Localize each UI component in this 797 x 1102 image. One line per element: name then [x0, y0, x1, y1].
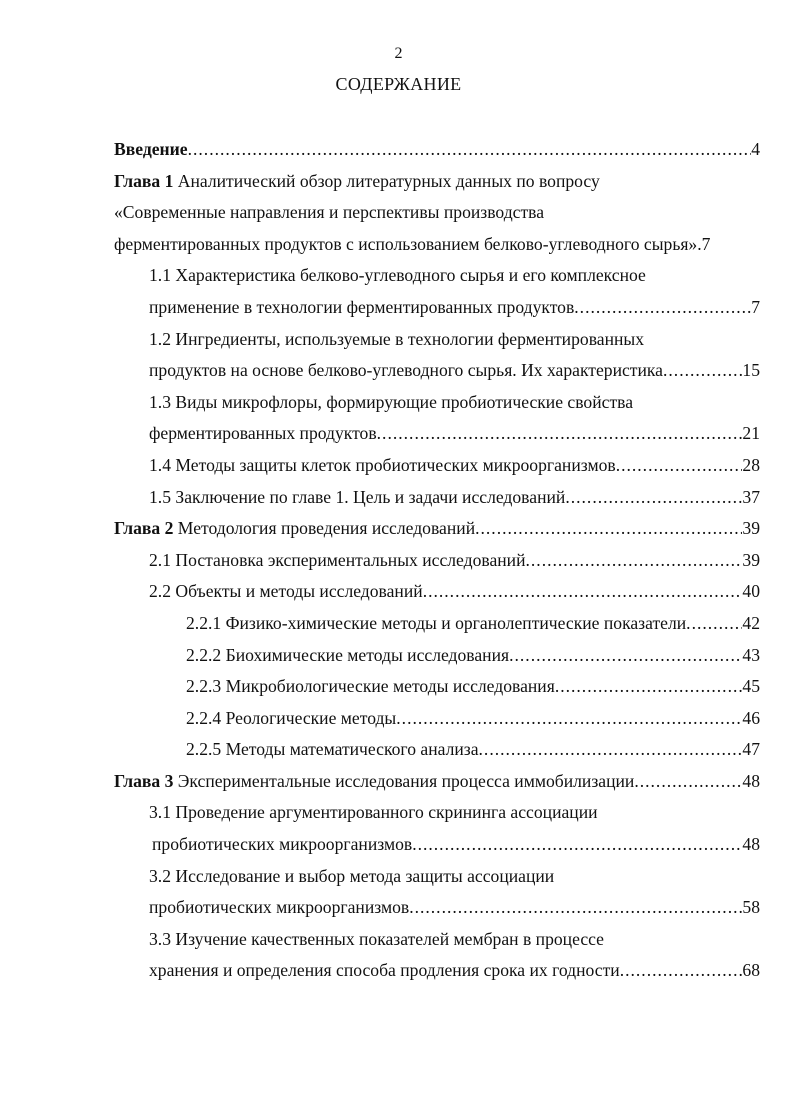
- dot-leader: [634, 766, 742, 798]
- toc-entry-text: хранения и определения способа продления срока их годности: [149, 960, 620, 981]
- toc-entry-1-1[interactable]: [114, 260, 760, 292]
- toc-entry-text: Аналитический обзор литературных данных по вопросу: [177, 170, 600, 191]
- table-of-contents: [114, 134, 760, 987]
- toc-entry-chapter-2[interactable]: [114, 513, 760, 545]
- toc-entry-2-2-4[interactable]: [114, 703, 760, 735]
- toc-entry-text: ферментированных продуктов: [149, 423, 377, 444]
- toc-entry-1-1-cont: [114, 292, 760, 324]
- toc-page-number: 47: [742, 739, 760, 760]
- toc-entry-2-1[interactable]: [114, 545, 760, 577]
- toc-entry-text: 2.2.3 Микробиологические методы исследования: [186, 676, 555, 697]
- toc-entry-3-1-cont: [114, 829, 760, 861]
- toc-page-number: 43: [742, 644, 760, 665]
- toc-entry-text: 2.2.5 Методы математического анализа: [186, 739, 479, 760]
- dot-leader: [479, 734, 743, 766]
- dot-leader: [409, 892, 742, 924]
- toc-entry-text: продуктов на основе белково-углеводного сырья. Их характеристика: [149, 360, 663, 381]
- toc-entry-3-3-cont: [114, 955, 760, 987]
- dot-leader: [686, 608, 742, 640]
- toc-entry-text: 3.1 Проведение аргументированного скрининга ассоциации: [149, 802, 598, 823]
- dot-leader: [396, 703, 742, 735]
- toc-entry-1-5[interactable]: [114, 482, 760, 514]
- toc-entry-text: пробиотических микроорганизмов: [152, 834, 413, 855]
- toc-entry-2-2[interactable]: [114, 576, 760, 608]
- toc-page-number: 15: [742, 360, 760, 381]
- toc-page-number: 48: [742, 834, 760, 855]
- toc-entry-1-4[interactable]: [114, 450, 760, 482]
- dot-leader: [663, 355, 742, 387]
- toc-entry-text: применение в технологии ферментированных продуктов: [149, 296, 575, 317]
- dot-leader: [565, 482, 742, 514]
- toc-entry-2-2-3[interactable]: [114, 671, 760, 703]
- toc-entry-chapter-3[interactable]: [114, 766, 760, 798]
- toc-page-number: 39: [742, 549, 760, 570]
- toc-page-number: 7: [751, 296, 760, 317]
- page-title: СОДЕРЖАНИЕ: [335, 74, 462, 94]
- toc-entry-1-3[interactable]: [114, 387, 760, 419]
- toc-entry-chapter-1[interactable]: [114, 166, 760, 198]
- toc-entry-text: 1.1 Характеристика белково-углеводного сырья и его комплексное: [149, 265, 646, 286]
- toc-entry-text: Экспериментальные исследования процесса иммобилизации: [177, 770, 635, 791]
- toc-page-number: 28: [742, 454, 760, 475]
- toc-entry-text: 2.1 Постановка экспериментальных исследований: [149, 549, 526, 570]
- toc-page-number: 21: [742, 423, 760, 444]
- dot-leader: [377, 418, 743, 450]
- toc-entry-1-2[interactable]: [114, 324, 760, 356]
- toc-entry-text: 1.3 Виды микрофлоры, формирующие пробиотические свойства: [149, 391, 634, 412]
- toc-page-number: 39: [742, 518, 760, 539]
- toc-page-number: 48: [742, 770, 760, 791]
- toc-entry-text: Методология проведения исследований: [177, 518, 476, 539]
- dot-leader: [475, 513, 742, 545]
- dot-leader: [574, 292, 751, 324]
- page-number: 2: [394, 45, 403, 62]
- toc-entry-chapter-1-end: ферментированных продуктов с использованием белково-углеводного сырья» . 7: [114, 229, 760, 261]
- toc-entry-2-2-2[interactable]: [114, 640, 760, 672]
- toc-entry-label: Введение: [114, 139, 188, 159]
- toc-page-number: 45: [742, 676, 760, 697]
- toc-entry-text: 1.4 Методы защиты клеток пробиотических микроорганизмов: [149, 454, 616, 475]
- toc-entry-3-3[interactable]: [114, 924, 760, 956]
- dot-leader: [616, 450, 743, 482]
- dot-leader: [555, 671, 743, 703]
- toc-entry-text: пробиотических микроорганизмов: [149, 897, 410, 918]
- toc-entry-text: 2.2.2 Биохимические методы исследования: [186, 644, 510, 665]
- dot-leader: [188, 134, 752, 166]
- toc-entry-text: 3.3 Изучение качественных показателей мембран в процессе: [149, 928, 604, 949]
- toc-entry-chapter-1-cont: [114, 197, 760, 229]
- toc-entry-text: 1.2 Ингредиенты, используемые в технологии ферментированных: [149, 328, 645, 349]
- toc-entry-text: ферментированных продуктов с использованием белково-углеводного сырья»: [114, 233, 698, 254]
- chapter-label: Глава 2: [114, 518, 174, 539]
- toc-entry-3-2-cont: [114, 892, 760, 924]
- toc-entry-2-2-5[interactable]: [114, 734, 760, 766]
- dot-leader: [412, 829, 742, 861]
- dot-leader: [526, 545, 743, 577]
- toc-entry-text: 3.2 Исследование и выбор метода защиты ассоциации: [149, 865, 555, 886]
- dot-leader: [423, 576, 743, 608]
- toc-entry-3-2[interactable]: [114, 861, 760, 893]
- chapter-label: Глава 1: [114, 170, 174, 191]
- toc-entry-text: 1.5 Заключение по главе 1. Цель и задачи исследований: [149, 486, 566, 507]
- toc-entry-text: 2.2.4 Реологические методы: [186, 707, 397, 728]
- dot-leader: [509, 640, 742, 672]
- toc-page-number: 68: [742, 960, 760, 981]
- toc-page-number: 46: [742, 707, 760, 728]
- toc-entry-2-2-1[interactable]: [114, 608, 760, 640]
- toc-page-number: 37: [742, 486, 760, 507]
- toc-page-number: 40: [742, 581, 760, 602]
- toc-entry-1-2-cont: [114, 355, 760, 387]
- toc-entry-intro[interactable]: [114, 134, 760, 166]
- toc-entry-1-3-cont: [114, 418, 760, 450]
- chapter-label: Глава 3: [114, 770, 174, 791]
- toc-page-number: 58: [742, 897, 760, 918]
- toc-page-number: 7: [701, 233, 711, 254]
- toc-entry-text: 2.2 Объекты и методы исследований: [149, 581, 423, 602]
- toc-entry-3-1[interactable]: [114, 797, 760, 829]
- toc-entry-text: «Современные направления и перспективы производства: [114, 202, 545, 223]
- dot-leader: [620, 955, 743, 987]
- toc-entry-text: 2.2.1 Физико-химические методы и органолептические показатели: [186, 612, 687, 633]
- toc-page-number: 4: [751, 139, 760, 159]
- toc-page-number: 42: [742, 612, 760, 633]
